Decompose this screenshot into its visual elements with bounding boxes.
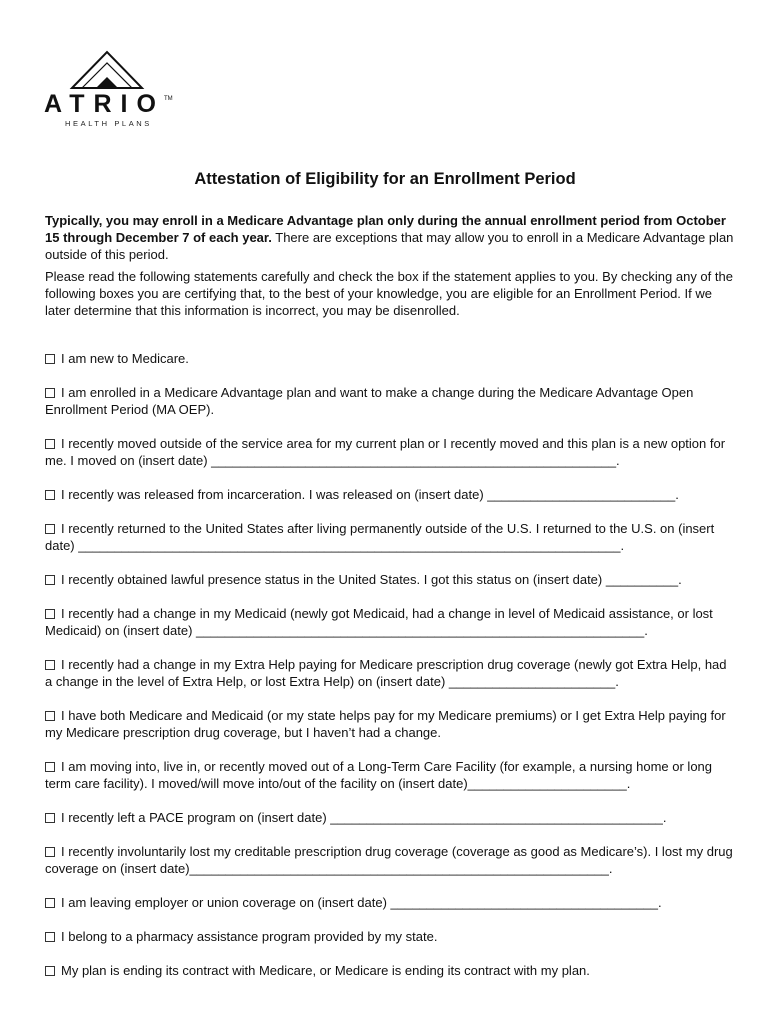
intro-paragraph: [45, 212, 735, 264]
statement-new-to-medicare: [45, 350, 735, 367]
checkbox[interactable]: [45, 762, 55, 772]
statement-moved: [45, 435, 735, 469]
instructions-paragraph: Please read the following statements carefully and check the box if the statement applies to you. By checking any of the following boxes you are certifying that, to the best of your knowledge, you are eligible for an Enrollment Period. If we later determine that this information is incorrect, you may be disenrolled.: [45, 268, 733, 319]
statement-text: I recently returned to the United States after living permanently outside of the U.S. I returned to the U.S. on (insert date) ___________________________________________________________________________.: [45, 521, 715, 553]
intro-section: [45, 212, 735, 319]
statement-lost-drug-coverage: [45, 843, 735, 877]
checkbox[interactable]: [45, 609, 55, 619]
statement-pharmacy-assistance: [45, 928, 735, 945]
statement-text: I am enrolled in a Medicare Advantage plan and want to make a change during the Medicare Advantage Open Enrollment Period (MA OEP).: [45, 385, 694, 417]
statement-extra-help-change: [45, 656, 735, 690]
checkbox[interactable]: [45, 660, 55, 670]
statement-text: I am new to Medicare.: [61, 351, 189, 366]
statement-pace: [45, 809, 735, 826]
checkbox[interactable]: [45, 898, 55, 908]
statement-employer-coverage: [45, 894, 735, 911]
statement-long-term-care: [45, 758, 735, 792]
page-title: Attestation of Eligibility for an Enrollment Period: [194, 170, 576, 188]
statement-list: [45, 350, 735, 996]
statement-ma-oep: [45, 384, 735, 418]
statement-text: I recently obtained lawful presence status in the United States. I got this status on (insert date) __________.: [61, 572, 682, 587]
checkbox[interactable]: [45, 932, 55, 942]
statement-medicaid-change: [45, 605, 735, 639]
statement-medicare-and-medicaid: [45, 707, 735, 741]
statement-text: I belong to a pharmacy assistance program provided by my state.: [61, 929, 438, 944]
atrio-logo: [44, 50, 174, 132]
statement-text: My plan is ending its contract with Medicare, or Medicare is ending its contract with my plan.: [61, 963, 590, 978]
statement-lawful-presence: [45, 571, 735, 588]
checkbox[interactable]: [45, 575, 55, 585]
statement-text: I recently had a change in my Extra Help paying for Medicare prescription drug coverage (newly got Extra Help, had a change in the level of Extra Help, or lost Extra Help) on (insert date) _______________________.: [45, 657, 727, 689]
checkbox[interactable]: [45, 439, 55, 449]
checkbox[interactable]: [45, 966, 55, 976]
checkbox[interactable]: [45, 813, 55, 823]
checkbox[interactable]: [45, 711, 55, 721]
logo-tagline: HEALTH PLANS: [65, 119, 152, 128]
checkbox[interactable]: [45, 524, 55, 534]
intro-rest-sentence: There are exceptions that may allow you to enroll in a Medicare Advantage plan outside of this period.: [45, 230, 734, 263]
statement-text: I recently moved outside of the service area for my current plan or I recently moved and this plan is a new option for me. I moved on (insert date) ________________________________________________________.: [45, 436, 726, 468]
logo-wordmark: ATRIO: [44, 90, 165, 118]
statement-text: I recently left a PACE program on (insert date) ______________________________________________.: [61, 810, 667, 825]
checkbox[interactable]: [45, 354, 55, 364]
checkbox[interactable]: [45, 490, 55, 500]
statement-returned-to-us: [45, 520, 735, 554]
statement-text: I am leaving employer or union coverage on (insert date) _____________________________________.: [61, 895, 662, 910]
statement-incarceration: [45, 486, 735, 503]
intro-bold-sentence: Typically, you may enroll in a Medicare Advantage plan only during the annual enrollment period from October 15 through December 7 of each year.: [45, 213, 726, 246]
statement-text: I recently had a change in my Medicaid (newly got Medicaid, had a change in level of Medicaid assistance, or lost Medicaid) on (insert date) ______________________________________________________________.: [45, 606, 713, 638]
statement-text: I recently involuntarily lost my creditable prescription drug coverage (coverage as good as Medicare’s). I lost my drug coverage on (insert date)__________________________________________________________.: [45, 844, 733, 876]
statement-text: I recently was released from incarceration. I was released on (insert date) __________________________.: [61, 487, 679, 502]
statement-text: I have both Medicare and Medicaid (or my state helps pay for my Medicare premiums) or I get Extra Help paying for my Medicare prescription drug coverage, but I haven’t had a change.: [45, 708, 726, 740]
statement-plan-ending: [45, 962, 735, 979]
checkbox[interactable]: [45, 847, 55, 857]
mountain-logo-icon: [68, 50, 146, 90]
checkbox[interactable]: [45, 388, 55, 398]
statement-text: I am moving into, live in, or recently moved out of a Long-Term Care Facility (for example, a nursing home or long term care facility). I moved/will move into/out of the facility on (insert date)______________________.: [45, 759, 713, 791]
logo-trademark: TM: [164, 96, 173, 102]
